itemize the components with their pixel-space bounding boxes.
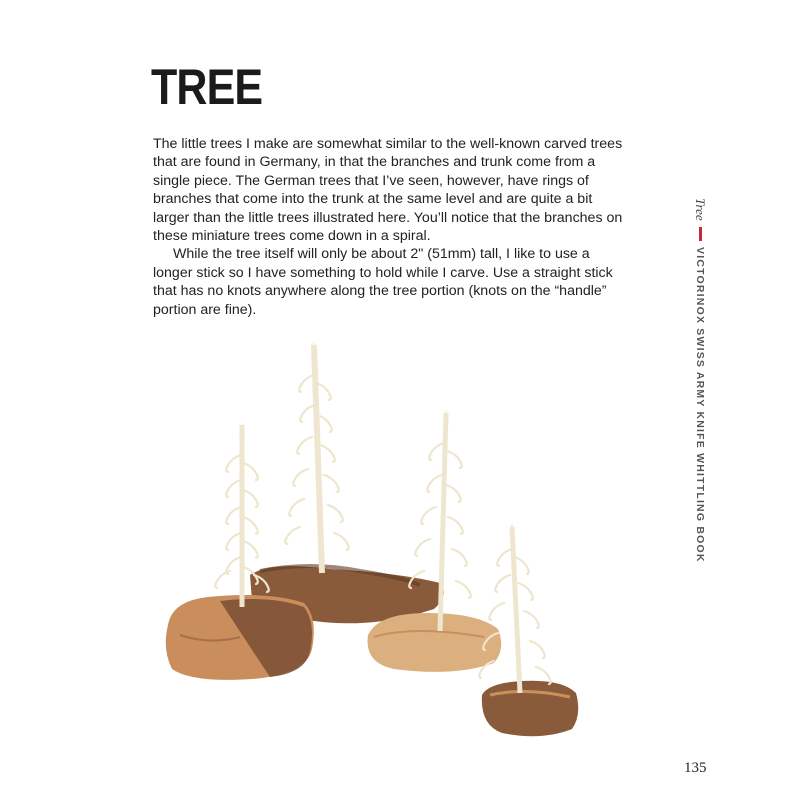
- running-head-accent-bar: [699, 227, 702, 241]
- body-text: [153, 135, 629, 319]
- tree-tall: [285, 341, 349, 573]
- running-head-chapter: Tree: [693, 198, 708, 221]
- page-number: 135: [684, 760, 707, 776]
- running-head-book-title: VICTORINOX SWISS ARMY KNIFE WHITTLING BOOK: [694, 246, 706, 563]
- paragraph-2: While the tree itself will only be about 2" (51mm) tall, I like to use a longer stick so I have something to hold while I carve. Use a straight stick that has no knots anywhere along the tree portion (knots on the “handle” portion are fine).: [153, 246, 613, 318]
- tree-front: [479, 523, 551, 693]
- paragraph-1: The little trees I make are somewhat similar to the well-known carved trees that are found in Germany, in that the branches and trunk come from a single piece. The German trees that I’ve seen, however, have rings of branches that come into the trunk at the same level and are quite a bit larger than the little trees illustrated here. You’ll notice that the branches on these miniature trees come down in a spiral.: [153, 136, 623, 245]
- base-front: [482, 681, 578, 736]
- running-head: [692, 198, 708, 562]
- tree-left: [215, 423, 269, 607]
- tree-carvings-photo: [150, 335, 620, 755]
- base-middle: [368, 613, 502, 672]
- page-title: TREE: [151, 59, 263, 115]
- base-left: [166, 595, 314, 680]
